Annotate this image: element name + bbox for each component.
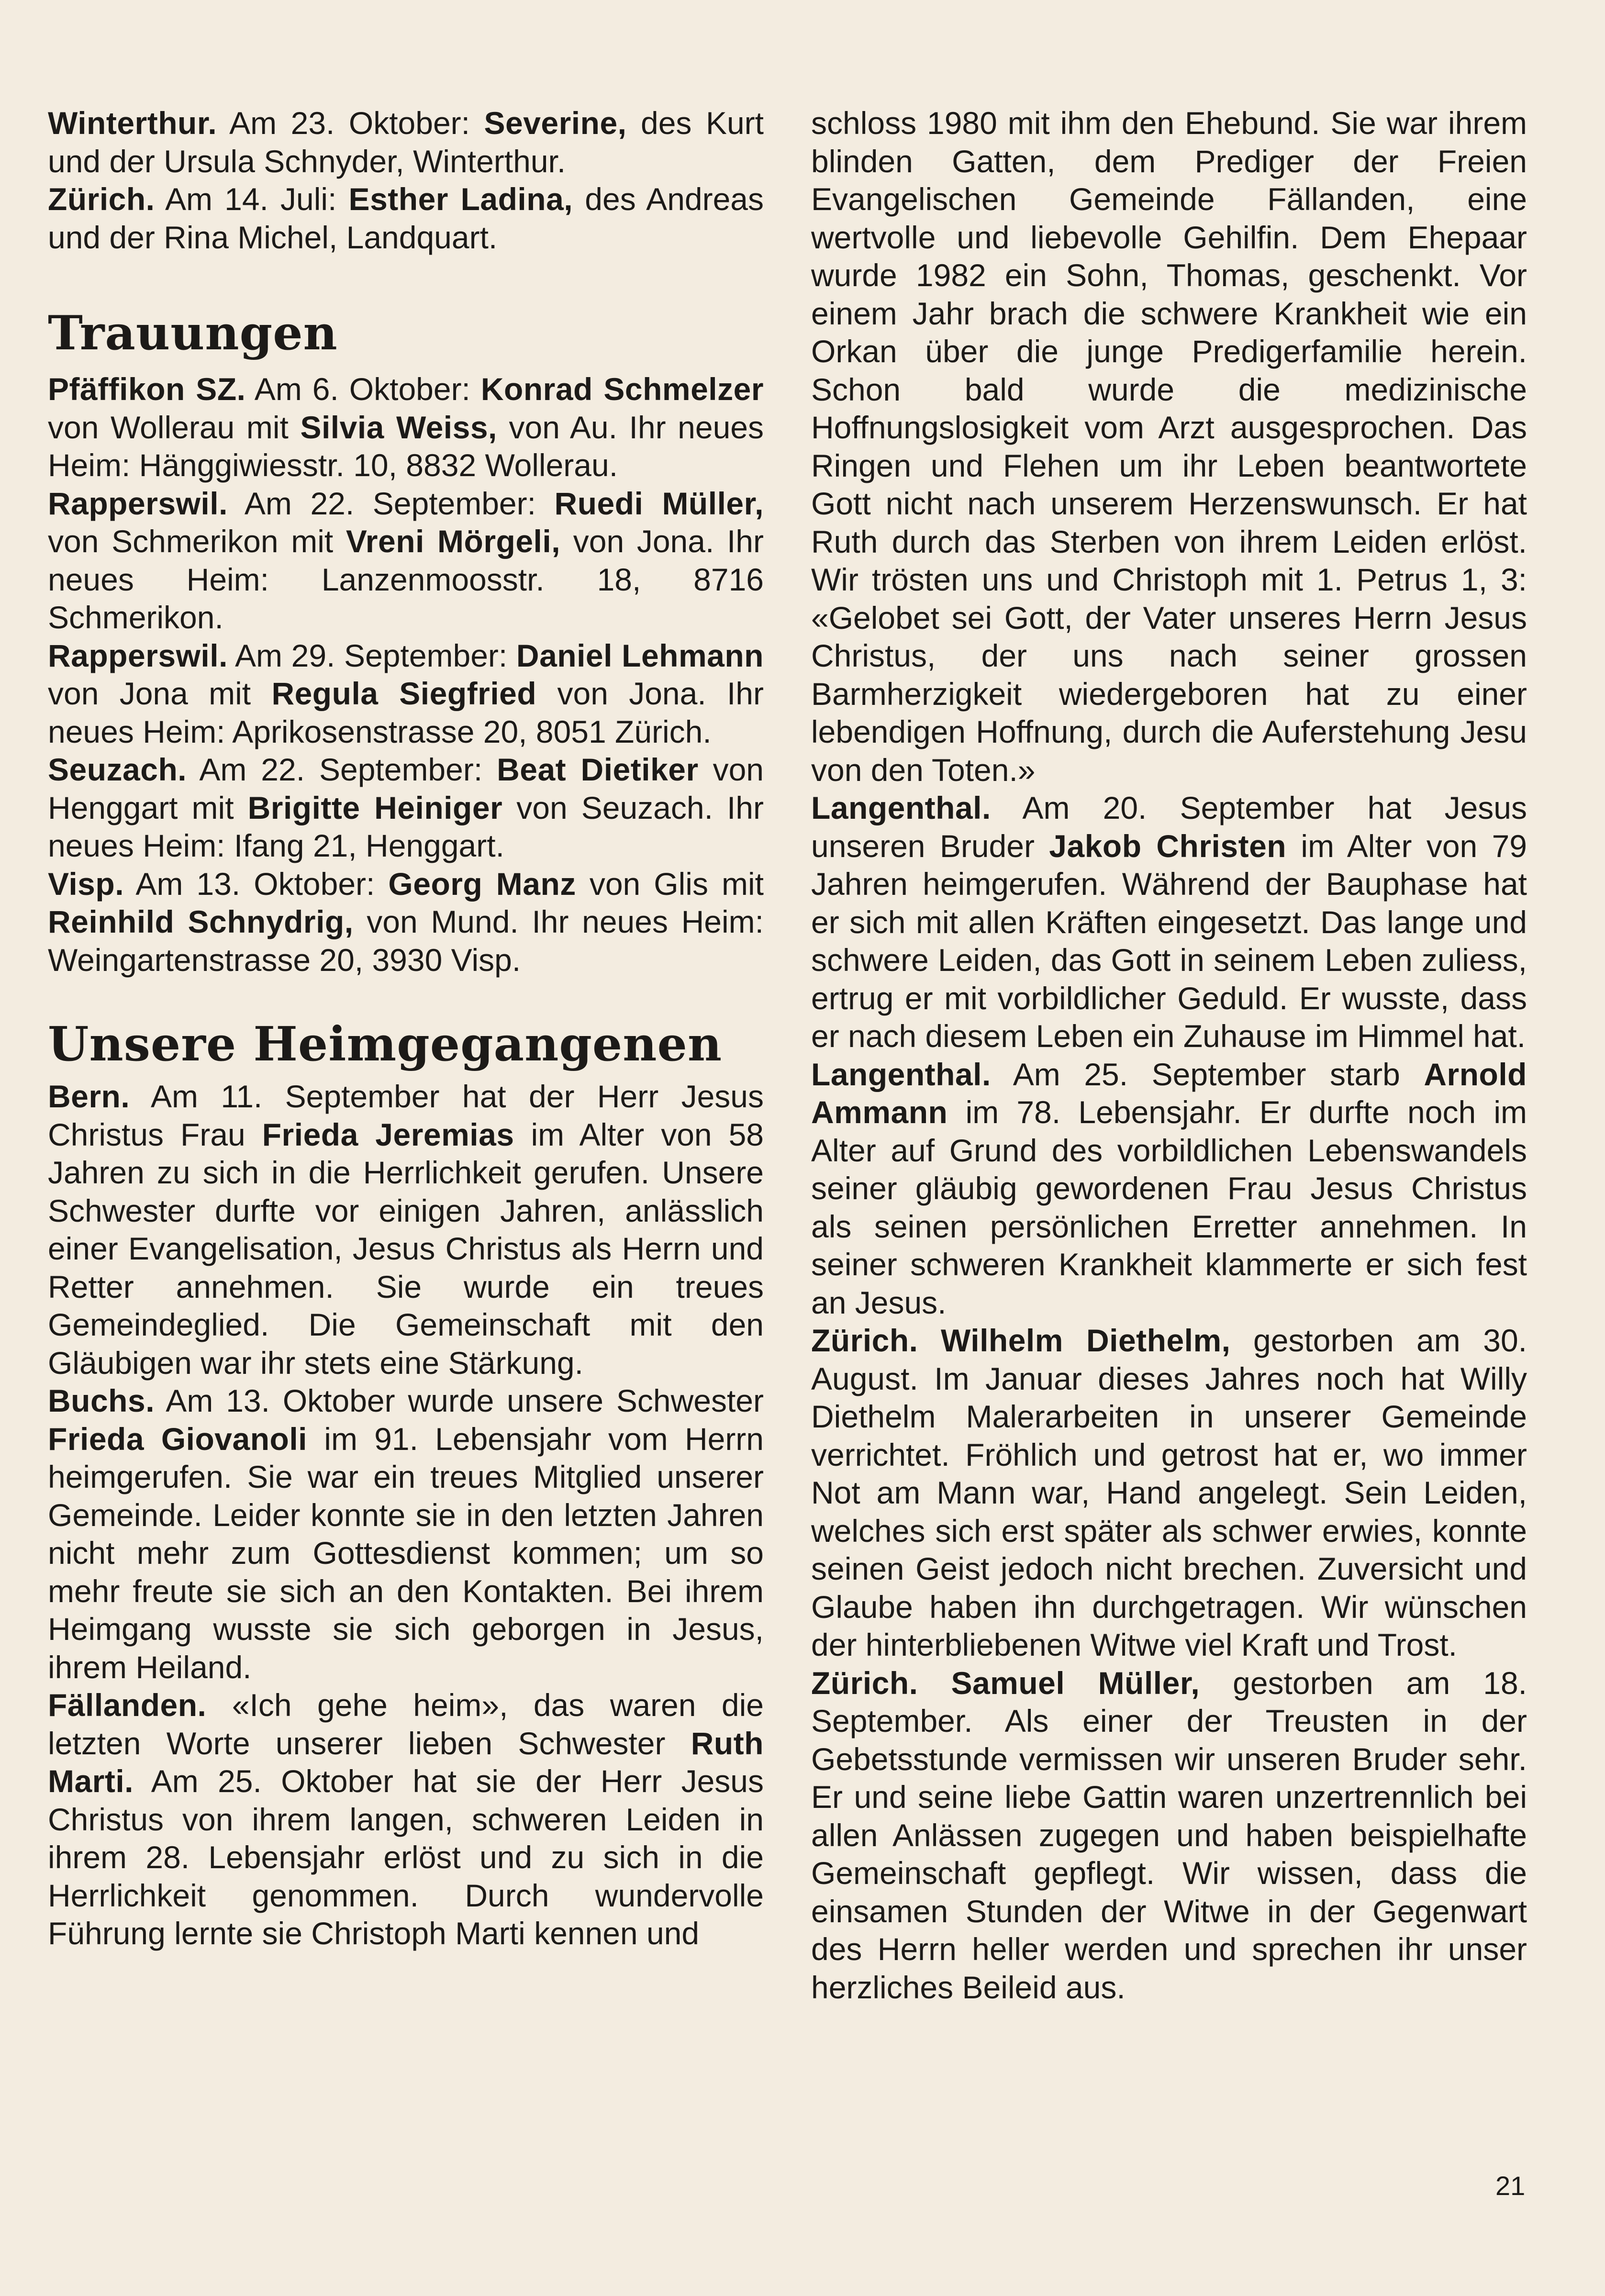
place-name: Rapperswil.: [48, 485, 228, 521]
entry-text: von Au. Ihr neues Heim: Hänggiwiesstr. 10, 8832 Wollerau.: [48, 409, 764, 483]
person-name: Ruth Marti.: [48, 1725, 764, 1799]
entry-text: von Henggart mit: [48, 752, 764, 825]
entry-zuerich: [48, 180, 764, 256]
place-name: Zürich.: [811, 1665, 918, 1701]
person-name: Georg Manz: [388, 866, 576, 902]
entry-text: im 78. Lebensjahr. Er durfte noch im Alter auf Grund des vorbildlichen Lebenswandels seiner gläubig gewordenen Frau Jesus Christus als seinen persönlichen Erretter annehmen. In seiner schweren Krankheit klammerte er sich fest an Jesus.: [811, 1094, 1527, 1320]
right-column: [811, 104, 1527, 2006]
place-name: Buchs.: [48, 1383, 155, 1418]
entry-langenthal-2: [811, 1056, 1527, 1322]
entry-text: gestorben am 18. September. Als einer der Treusten in der Gebetsstunde vermissen wir unseren Bruder sehr. Er und seine liebe Gattin waren unzertrennlich bei allen Anlässen zugegen und haben beispielhafte Gemeinschaft gepflegt. Wir wissen, dass die einsamen Stunden der Witwe in der Gegenwart des Herrn heller werden und sprechen ihr unser herzliches Beileid aus.: [811, 1665, 1527, 2005]
entry-text: von Seuzach. Ihr neues Heim: Ifang 21, Henggart.: [48, 790, 764, 863]
person-name: Regula Siegfried: [271, 676, 537, 711]
heading-heimgegangene: Unsere Heimgegangenen: [48, 1017, 723, 1072]
page-number: 21: [1495, 2171, 1526, 2201]
entry-text: Am 22. September:: [227, 485, 555, 521]
person-name: Frieda Giovanoli: [48, 1421, 308, 1457]
person-name: Brigitte Heiniger: [247, 790, 503, 825]
entry-text: Am 25. September starb: [991, 1056, 1424, 1092]
person-name: Samuel Müller,: [951, 1665, 1200, 1701]
entry-text: von Jona. Ihr neues Heim: Lanzenmoosstr. 18, 8716 Schmerikon.: [48, 524, 764, 635]
entry-bern: [48, 1078, 764, 1382]
place-name: Pfäffikon SZ.: [48, 371, 246, 407]
entry-text: Am 6. Oktober:: [245, 371, 481, 407]
entry-text: im Alter von 58 Jahren zu sich in die Herrlichkeit gerufen. Unsere Schwester durfte vor einigen Jahren, anlässlich einer Evangelisation, Jesus Christus als Herrn und Retter annehmen. Sie wurde ein treues Gemeindeglied. Die Gemeinschaft mit den Gläubigen war ihr stets eine Stärkung.: [48, 1116, 764, 1381]
entry-langenthal-1: [811, 789, 1527, 1056]
place-name: Bern.: [48, 1079, 130, 1114]
place-name: Langenthal.: [811, 1056, 991, 1092]
person-name: Wilhelm Diethelm,: [941, 1323, 1231, 1358]
entry-zuerich-diethelm: [811, 1322, 1527, 1664]
entry-text: [918, 1665, 951, 1701]
place-name: Rapperswil.: [48, 637, 228, 673]
place-name: Langenthal.: [811, 790, 991, 825]
entry-rapperswil-1: [48, 485, 764, 637]
place-name: Fällanden.: [48, 1687, 207, 1723]
person-name: Beat Dietiker: [497, 752, 699, 787]
heading-trauungen: Trauungen: [48, 306, 338, 361]
person-name: Severine,: [484, 105, 627, 141]
entry-faellanden: [48, 1686, 764, 1953]
entry-text: Am 29. September:: [227, 637, 516, 673]
entry-text: [918, 1323, 941, 1358]
entry-text: Am 25. Oktober hat sie der Herr Jesus Christus von ihrem langen, schweren Leiden in ihrem 28. Lebensjahr erlöst und zu sich in die Herrlichkeit genommen. Durch wundervolle Führung lernte sie Christoph Marti kennen und: [48, 1763, 764, 1951]
entry-text: von Jona. Ihr neues Heim: Aprikosenstrasse 20, 8051 Zürich.: [48, 676, 764, 749]
person-name: Esther Ladina,: [348, 181, 573, 217]
person-name: Jakob Christen: [1049, 828, 1287, 864]
person-name: Frieda Jeremias: [262, 1116, 514, 1152]
place-name: Zürich.: [48, 181, 155, 217]
entry-text: gestorben am 30. August. Im Januar dieses Jahres noch hat Willy Diethelm Malerarbeiten in unserer Gemeinde verrichtet. Fröhlich und getrost hat er, wo immer Not am Mann war, Hand angelegt. Sein Leiden, welches sich erst später als schwer erwies, konnte seinen Geist jedoch nicht brechen. Zuversicht und Glaube haben ihn durchgetragen. Wir wünschen der hinterbliebenen Witwe viel Kraft und Trost.: [811, 1323, 1527, 1662]
entry-text: «Ich gehe heim», das waren die letzten Worte unserer lieben Schwester: [48, 1687, 764, 1761]
entry-visp: [48, 865, 764, 980]
person-name: Silvia Weiss,: [300, 409, 497, 445]
entry-text: im Alter von 79 Jahren heimgerufen. Während der Bauphase hat er sich mit allen Kräften eingesetzt. Das lange und schwere Leiden, das Gott in seinem Leben zuliess, ertrug er mit vorbildlicher Geduld. Er wusste, dass er nach diesem Leben ein Zuhause im Himmel hat.: [811, 828, 1527, 1054]
place-name: Seuzach.: [48, 752, 187, 787]
entry-text: im 91. Lebensjahr vom Herrn heimgerufen. Sie war ein treues Mitglied unserer Gemeinde. Leider konnte sie in den letzten Jahren nicht mehr zum Gottesdienst kommen; um so mehr freute sie sich an den Kontakten. Bei ihrem Heimgang wusste sie sich geborgen in Jesus, ihrem Heiland.: [48, 1421, 764, 1685]
entry-pfaeffikon: [48, 370, 764, 485]
entry-faellanden-cont: [811, 104, 1527, 789]
entry-text: Am 13. Oktober:: [124, 866, 389, 902]
person-name: Konrad Schmelzer: [480, 371, 764, 407]
entry-zuerich-mueller: [811, 1664, 1527, 2007]
entry-text: Am 20. September hat Jesus unseren Bruder: [811, 790, 1527, 864]
entry-winterthur: [48, 104, 764, 180]
place-name: Zürich.: [811, 1323, 918, 1358]
entry-text: des Kurt und der Ursula Schnyder, Winterthur.: [48, 105, 764, 179]
person-name: Reinhild Schnydrig,: [48, 904, 354, 939]
entry-text: schloss 1980 mit ihm den Ehebund. Sie war ihrem blinden Gatten, dem Prediger der Freien Evangelischen Gemeinde Fällanden, eine wertvolle und liebevolle Gehilfin. Dem Ehepaar wurde 1982 ein Sohn, Thomas, geschenkt. Vor einem Jahr brach die schwere Krankheit wie ein Orkan über die junge Predigerfamilie herein. Schon bald wurde die medizinische Hoffnungslosigkeit vom Arzt ausgesprochen. Das Ringen und Flehen um ihr Leben beantwortete Gott nicht nach unserem Herzenswunsch. Er hat Ruth durch das Sterben von ihrem Leiden erlöst. Wir trösten uns und Christoph mit 1. Petrus 1, 3: «Gelobet sei Gott, der Vater unseres Herrn Jesus Christus, der uns nach seiner grossen Barmherzigkeit wiedergeboren hat zu einer lebendigen Hoffnung, durch die Auferstehung Jesu von den Toten.»: [811, 105, 1527, 788]
entry-text: von Jona mit: [48, 676, 272, 711]
place-name: Winterthur.: [48, 105, 217, 141]
entry-text: des Andreas und der Rina Michel, Landquart.: [48, 181, 764, 255]
place-name: Visp.: [48, 866, 124, 902]
person-name: Daniel Lehmann: [516, 637, 764, 673]
entry-seuzach: [48, 751, 764, 865]
entry-text: von Schmerikon mit: [48, 524, 346, 559]
entry-rapperswil-2: [48, 637, 764, 751]
entry-text: Am 23. Oktober:: [217, 105, 484, 141]
left-column: [48, 104, 764, 1953]
entry-text: von Glis mit: [576, 866, 764, 902]
entry-text: von Wollerau mit: [48, 409, 301, 445]
entry-text: von Mund. Ihr neues Heim: Weingartenstrasse 20, 3930 Visp.: [48, 904, 764, 978]
person-name: Vreni Mörgeli,: [346, 524, 561, 559]
person-name: Arnold Ammann: [811, 1056, 1527, 1130]
entry-buchs: [48, 1382, 764, 1686]
entry-text: Am 14. Juli:: [155, 181, 349, 217]
entry-text: Am 13. Oktober wurde unsere Schwester: [155, 1383, 764, 1418]
entry-text: Am 11. September hat der Herr Jesus Christus Frau: [48, 1079, 764, 1152]
entry-text: Am 22. September:: [187, 752, 497, 787]
person-name: Ruedi Müller,: [554, 485, 764, 521]
